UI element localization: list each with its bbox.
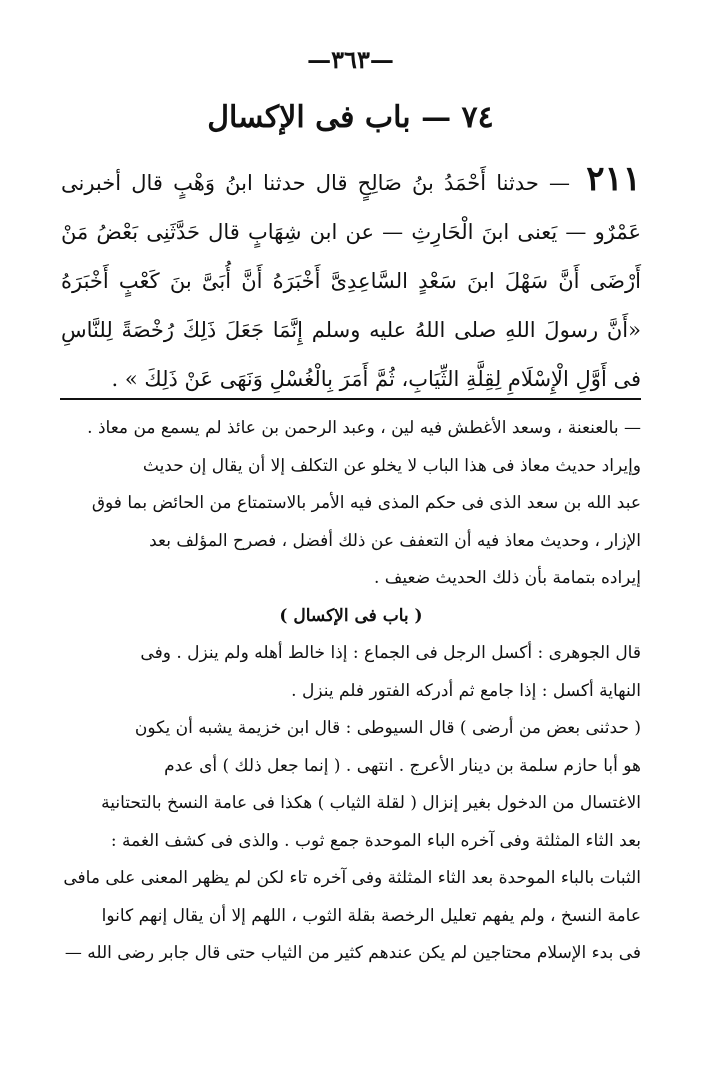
hadith-text-block: [61, 155, 641, 404]
commentary-subheading: ( باب فى الإكسال ): [279, 605, 423, 626]
commentary-line: الثبات بالباء الموحدة بعد الثاء المثلثة وفى آخره تاء لكن لم يظهر المعنى على مافى: [63, 868, 641, 888]
hadith-number: ٢١١: [586, 159, 641, 199]
commentary-line: الإزار ، وحديث معاذ فيه أن التعفف عن ذلك أفضل ، فصرح المؤلف بعد: [149, 530, 641, 551]
commentary-line: فى بدء الإسلام محتاجين لم يكن عندهم كثير من الثياب حتى قال جابر رضى الله —: [64, 943, 641, 963]
commentary-line: الاغتسال من الدخول بغير إنزال ( لقلة الثياب ) هكذا فى عامة النسخ بالتحتانية: [101, 793, 641, 813]
hadith-text: — حدثنا أَحْمَدُ بنُ صَالِحٍ قال حدثنا ابنُ وَهْبٍ قال أخبرنى عَمْرٌو — يَعنى ابنَ الْحَارِثِ — عن ابن شِهَابٍ قال حَدَّثَنِى بَعْضُ مَنْ أَرْضَى أَنَّ سَهْلَ ابنَ سَعْدٍ السَّاعِدِىَّ أَخْبَرَهُ أَنَّ أُبَىَّ بنَ كَعْبٍ أَخْبَرَهُ «أَنَّ رسولَ اللهِ صلى اللهُ عليه وسلم إِنَّمَا جَعَلَ ذَلِكَ رُخْصَةً لِلنَّاسِ فى أَوَّلِ الْإِسْلَامِ لِقِلَّةِ الثِّيَابِ، ثُمَّ أَمَرَ بِالْغُسْلِ وَنَهَى عَنْ ذَلِكَ » .: [61, 171, 641, 391]
page-number: —٣٦٣—: [307, 45, 394, 74]
section-divider: [60, 398, 641, 400]
commentary-line: عبد الله بن سعد الذى فى حكم المذى فيه الأمر بالاستمتاع من الحائض بما فوق: [91, 493, 641, 513]
commentary-line: هو أبا حازم سلمة بن دينار الأعرج . انتهى . ( إنما جعل ذلك ) أى عدم: [164, 755, 641, 776]
commentary-line: عامة النسخ ، ولم يفهم تعليل الرخصة بقلة الثوب ، اللهم إلا أن يقال إنهم كانوا: [101, 905, 641, 926]
commentary-line: إيراده بتمامة بأن ذلك الحديث ضعيف .: [373, 568, 641, 588]
chapter-title: ٧٤ — باب فى الإكسال: [207, 100, 494, 135]
commentary-line: النهاية أكسل : إذا جامع ثم أدركه الفتور فلم ينزل .: [291, 680, 641, 701]
commentary-line: بعد الثاء المثلثة وفى آخره الباء الموحدة جمع ثوب . والذى فى كشف الغمة :: [110, 830, 641, 851]
commentary-line: قال الجوهرى : أكسل الرجل فى الجماع : إذا خالط أهله ولم ينزل . وفى: [140, 643, 641, 663]
commentary-line: ( حدثنى بعض من أرضى ) قال السيوطى : قال ابن خزيمة يشبه أن يكون: [134, 718, 641, 738]
commentary-line: وإيراد حديث معاذ فى هذا الباب لا يخلو عن التكلف إلا أن يقال إن حديث: [142, 455, 641, 476]
commentary-block: [61, 410, 641, 973]
commentary-line: — بالعنعنة ، وسعد الأغطش فيه لين ، وعبد الرحمن بن عائذ لم يسمع من معاذ .: [87, 418, 641, 438]
